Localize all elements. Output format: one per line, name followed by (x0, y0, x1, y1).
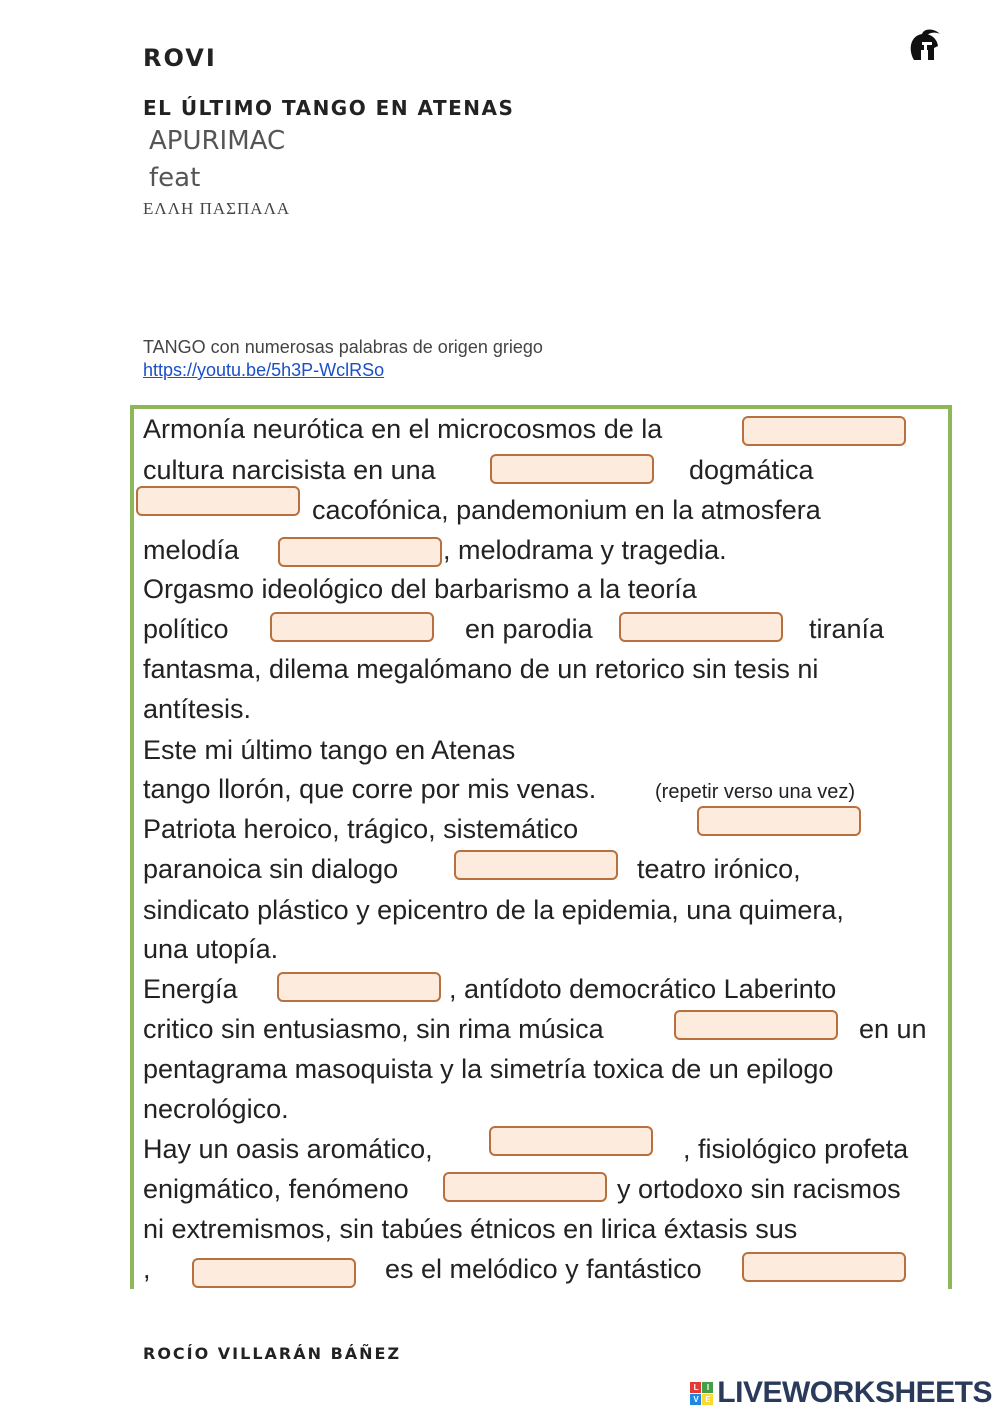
lyric-line: pentagrama masoquista y la simetría toxica de un epilogo (143, 1054, 834, 1084)
answer-gap[interactable] (742, 1252, 906, 1282)
lyric-line: Hay un oasis aromático, (143, 1134, 433, 1164)
lyric-line: Este mi último tango en Atenas (143, 735, 516, 765)
lyric-line: cultura narcisista en una (143, 455, 436, 485)
answer-gap[interactable] (742, 416, 906, 446)
song-title: EL ÚLTIMO TANGO EN ATENAS (143, 96, 515, 120)
lyric-line: en un (859, 1014, 927, 1044)
intro-description: TANGO con numerosas palabras de origen griego (143, 337, 543, 357)
lyric-line: sindicato plástico y epicentro de la epidemia, una quimera, (143, 895, 844, 925)
lyric-line: dogmática (689, 455, 814, 485)
repeat-note: (repetir verso una vez) (655, 781, 856, 803)
lyric-line: Patriota heroico, trágico, sistemático (143, 814, 579, 844)
lyric-line: melodía (143, 535, 240, 565)
lyric-line: una utopía. (143, 934, 279, 964)
liveworksheets-logo-icon: L I V E (690, 1382, 713, 1405)
answer-gap[interactable] (270, 612, 434, 642)
lyric-line: enigmático, fenómeno (143, 1174, 409, 1204)
lyric-line: Energía (143, 974, 238, 1004)
lyric-line: ni extremismos, sin tabúes étnicos en lirica éxtasis sus (143, 1214, 798, 1244)
answer-gap[interactable] (454, 850, 618, 880)
lyric-line: necrológico. (143, 1094, 289, 1124)
lyric-line: , antídoto democrático Laberinto (449, 974, 837, 1004)
lyric-line: , melodrama y tragedia. (443, 535, 727, 565)
answer-gap[interactable] (192, 1258, 356, 1288)
answer-gap[interactable] (490, 454, 654, 484)
lyric-line: antítesis. (143, 694, 252, 724)
answer-gap[interactable] (277, 972, 441, 1002)
lyric-line: Armonía neurótica en el microcosmos de la (143, 414, 663, 444)
artist-name: APURIMAC (149, 126, 286, 156)
answer-gap[interactable] (674, 1010, 838, 1040)
lyric-line: Orgasmo ideológico del barbarismo a la teoría (143, 574, 697, 604)
lyric-line: es el melódico y fantástico (385, 1254, 702, 1284)
lyric-line: y ortodoxo sin racismos (617, 1174, 901, 1204)
lyric-line: teatro irónico, (637, 854, 801, 884)
liveworksheets-logo-text: LIVEWORKSHEETS (717, 1376, 992, 1409)
lyric-line: , (143, 1254, 151, 1284)
answer-gap[interactable] (619, 612, 783, 642)
lyric-line: en parodia (465, 614, 593, 644)
answer-gap[interactable] (697, 806, 861, 836)
answer-gap[interactable] (136, 486, 300, 516)
lyric-line: paranoica sin dialogo (143, 854, 399, 884)
lyric-line: , fisiológico profeta (683, 1134, 909, 1164)
author-name: ROCÍO VILLARÁN BÁÑEZ (143, 1344, 402, 1363)
lyric-line: fantasma, dilema megalómano de un retorico sin tesis ni (143, 654, 819, 684)
singer-name: ΕΛΛΗ ΠΑΣΠΑΛΑ (143, 199, 291, 218)
answer-gap[interactable] (489, 1126, 653, 1156)
lyric-line: tiranía (809, 614, 885, 644)
lyric-line: político (143, 614, 229, 644)
lyric-line: tango llorón, que corre por mis venas. (143, 774, 597, 804)
brand-title: ROVI (143, 44, 217, 72)
answer-gap[interactable] (443, 1172, 607, 1202)
youtube-link[interactable]: https://youtu.be/5h3P-WclRSo (143, 360, 385, 380)
feat-label: feat (149, 163, 201, 193)
lyric-line: cacofónica, pandemonium en la atmosfera (312, 495, 821, 525)
answer-gap[interactable] (278, 537, 442, 567)
spartan-helmet-icon (904, 26, 944, 66)
lyric-line: critico sin entusiasmo, sin rima música (143, 1014, 604, 1044)
liveworksheets-logo (690, 1376, 992, 1410)
